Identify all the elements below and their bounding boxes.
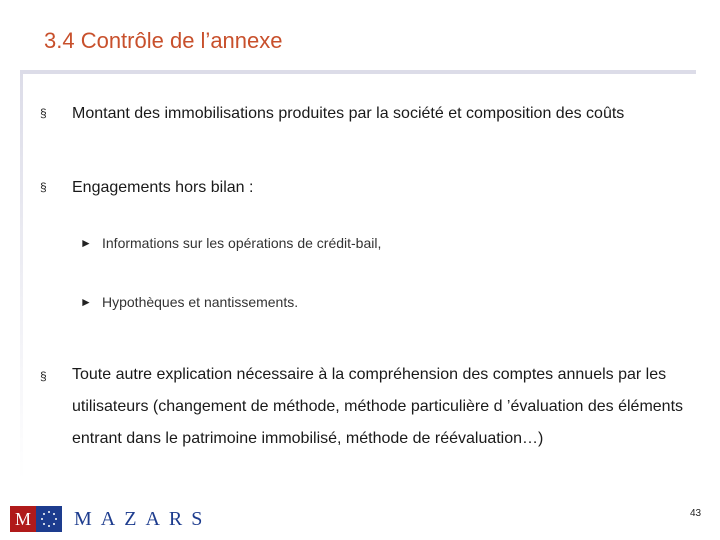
bullet-marker: § (40, 106, 47, 120)
mazars-logo (10, 505, 211, 533)
star-icon (36, 506, 62, 532)
sub-item-text: Informations sur les opérations de crédit-bail, (102, 235, 382, 251)
bullet-text: Engagements hors bilan : (72, 179, 254, 196)
page-number: 43 (690, 508, 702, 519)
bullet-text: Montant des immobilisations produites par la société et composition des coûts (72, 105, 625, 122)
logo-wordmark: MAZARS (74, 507, 212, 530)
page-title: 3.4 Contrôle de l’annexe (44, 28, 283, 53)
bullet-text: Toute autre explication nécessaire à la compréhension des comptes annuels par les utilisateurs (changement de méthode, méthode particulière d ’évaluation des éléments entrant dans le patrimoine immobilisé, méthode de réévaluation…) (72, 366, 684, 447)
sub-item-text: Hypothèques et nantissements. (102, 294, 299, 310)
arrow-icon: ► (80, 236, 92, 250)
top-divider (20, 70, 696, 74)
arrow-icon: ► (80, 295, 92, 309)
bullet-marker: § (40, 180, 47, 194)
bullet-marker: § (40, 369, 47, 383)
logo-m-block: M (10, 506, 36, 532)
left-divider (20, 70, 23, 480)
